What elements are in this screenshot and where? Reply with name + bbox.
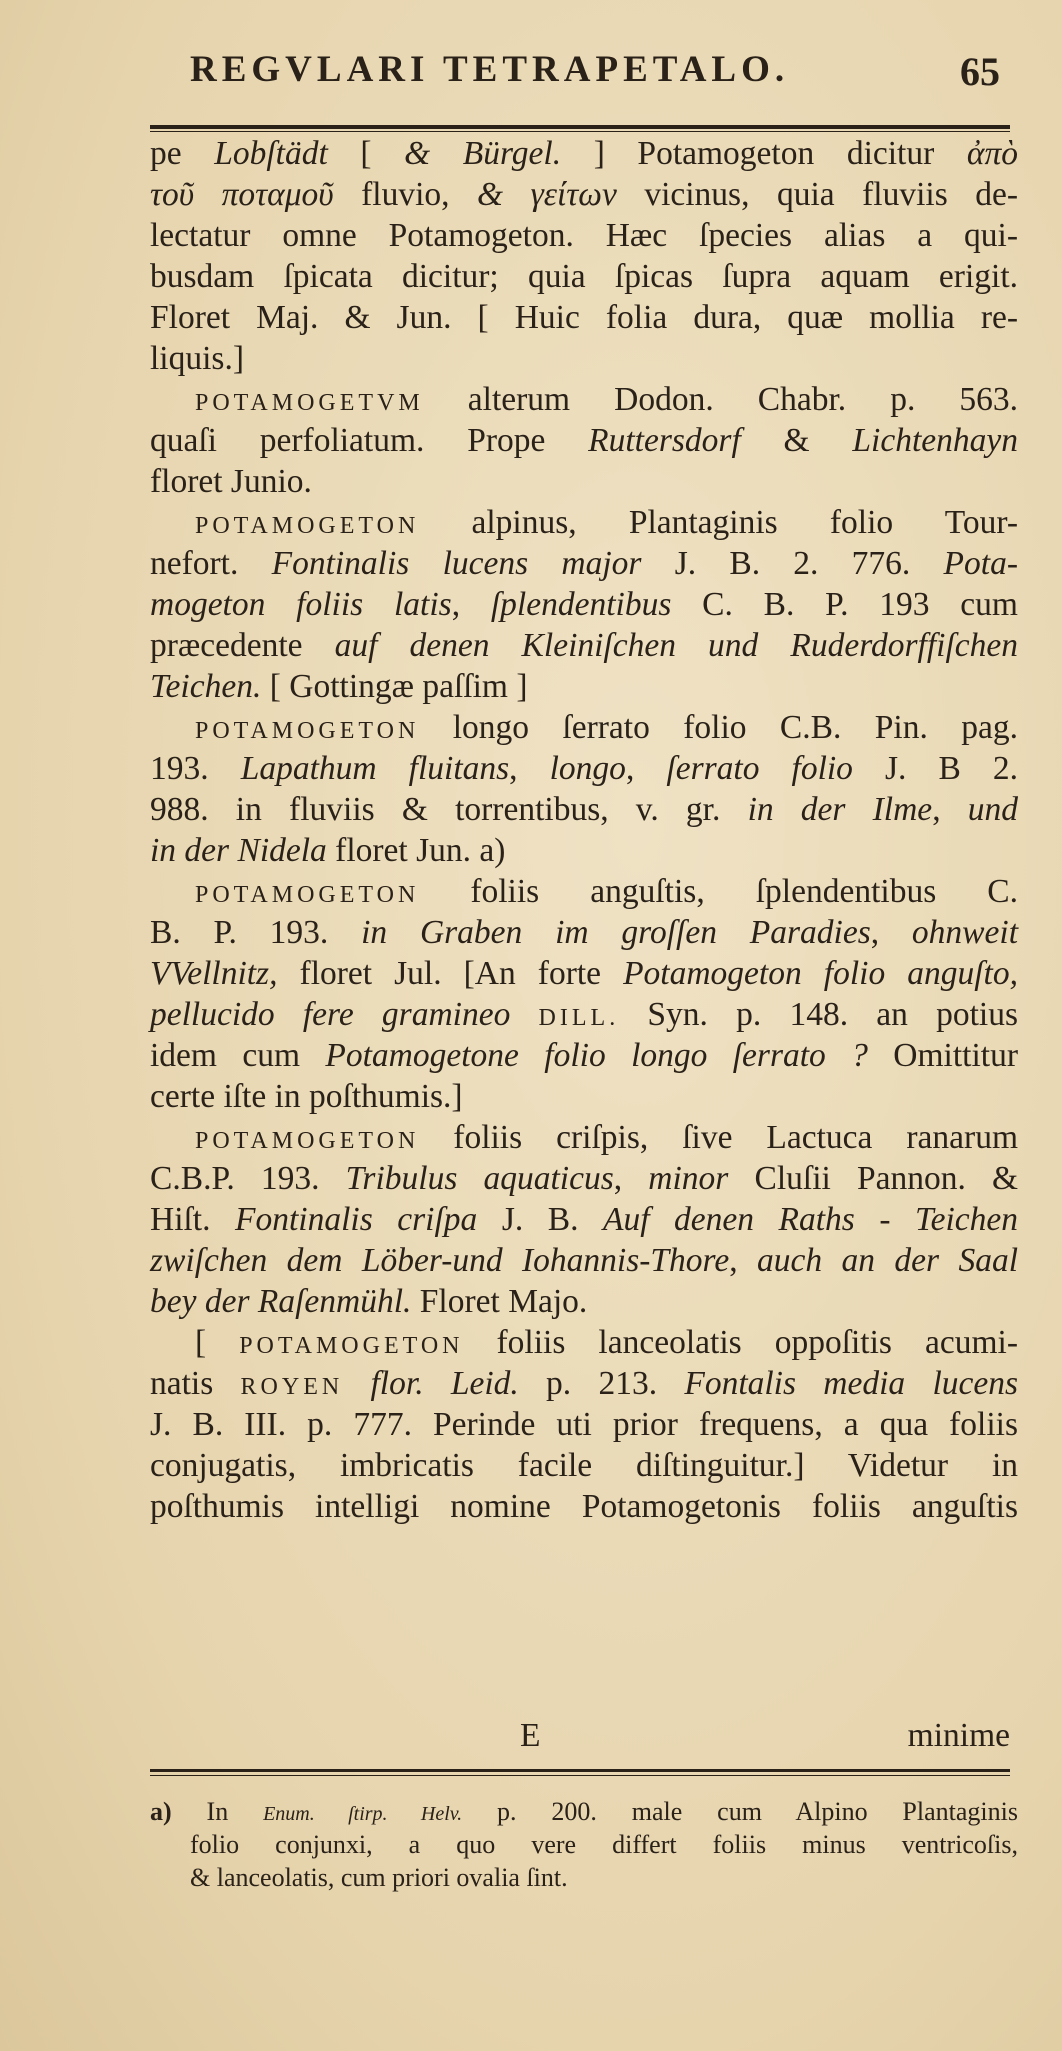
text-segment: alpinus, Plantaginis folio Tour- (419, 504, 1018, 541)
text-segment: , (451, 586, 491, 623)
small-caps-term: POTAMOGETON (195, 513, 420, 539)
small-caps-term: POTAMOGETON (195, 1128, 420, 1154)
text-line (150, 338, 1018, 379)
text-line (150, 1322, 1018, 1363)
text-segment: 193. (150, 750, 241, 787)
text-line (150, 1363, 1018, 1404)
footnote-line (150, 1828, 1018, 1861)
italic-text: minor (648, 1160, 729, 1197)
italic-text: und (967, 791, 1018, 828)
text-line (150, 1281, 1018, 1322)
footnote-line (150, 1795, 1018, 1828)
footnote-text: & lanceolatis, cum priori ovalia ſint. (190, 1863, 568, 1892)
text-segment: , (613, 1160, 649, 1197)
text-line (150, 953, 1018, 994)
text-segment: pe (150, 135, 215, 172)
italic-text: & (404, 135, 431, 172)
small-caps-term: POTAMOGETON (239, 1333, 464, 1359)
text-segment: foliis anguſtis, ſplendentibus C. (419, 873, 1018, 910)
italic-text: in Graben im groſſen Paradies (361, 914, 871, 951)
text-line (150, 748, 1018, 789)
main-text (150, 133, 1018, 1527)
text-line (150, 543, 1018, 584)
text-line (150, 789, 1018, 830)
text-line (150, 174, 1018, 215)
italic-text: Potamogeton folio anguſto, (623, 955, 1018, 992)
footnote (150, 1795, 1018, 1894)
italic-text: Ruttersdorf (588, 422, 741, 459)
running-title: REGVLARI TETRAPETALO. (190, 49, 790, 90)
text-segment: J. B 2. (852, 750, 1019, 787)
text-segment: Omittitur (867, 1037, 1018, 1074)
text-segment: fluvio, (333, 176, 478, 213)
text-segment: alterum Dodon. Chabr. p. 563. (423, 381, 1018, 418)
signature-line (150, 1717, 1018, 1758)
text-segment: lectatur omne Potamogeton. Hæc ſpecies alias a qui- (150, 217, 1018, 254)
text-segment (430, 135, 463, 172)
text-line (150, 256, 1018, 297)
text-segment: p. 213. (518, 1365, 685, 1402)
italic-text: Auf denen Raths - Teichen (602, 1201, 1018, 1238)
italic-text: ἀπὸ (966, 135, 1018, 172)
text-segment (503, 176, 531, 213)
text-segment: J. B. 2. 776. (641, 545, 944, 582)
text-segment (343, 1365, 370, 1402)
italic-text: Potamogetone folio longo ſerrato ? (325, 1037, 868, 1074)
footnote-label: a) (150, 1797, 207, 1826)
text-line (150, 830, 1018, 871)
italic-text: VVellnitz, (150, 955, 278, 992)
italic-text: auf denen Kleiniſchen und Ruderdorffiſchen (334, 627, 1018, 664)
text-line (150, 584, 1018, 625)
text-segment: 988. in fluviis & torrentibus, v. gr. (150, 791, 748, 828)
text-segment: Floret Majo. (411, 1283, 588, 1320)
text-segment: [ (327, 135, 405, 172)
italic-text: Bürgel. (462, 135, 562, 172)
text-segment: [ (195, 1324, 240, 1361)
text-line (150, 625, 1018, 666)
footnote-line (150, 1861, 1018, 1894)
signature-mark: E (520, 1717, 541, 1754)
text-line (150, 133, 1018, 174)
italic-text: ſerrato folio (666, 750, 853, 787)
italic-text: mogeton foliis latis (150, 586, 452, 623)
text-line (150, 912, 1018, 953)
italic-text: Lapathum fluitans (240, 750, 510, 787)
text-segment: Cluſii Pannon. & (728, 1160, 1019, 1197)
text-segment: foliis lanceolatis oppoſitis acumi- (463, 1324, 1018, 1361)
footnote-text: folio conjunxi, a quo vere differt foliis minus ventricoſis, (190, 1830, 1018, 1859)
text-segment: floret Jul. [An forte (277, 955, 624, 992)
italic-text: Fontinalis lucens major (271, 545, 642, 582)
text-segment: , (509, 750, 550, 787)
footnote-rule (150, 1769, 1010, 1772)
footnote-rule-thin (150, 1775, 1010, 1776)
italic-text: τοῦ ποταμοῦ (150, 176, 334, 213)
catchword: minime (907, 1717, 1010, 1754)
text-line (150, 1035, 1018, 1076)
italic-text: ohnweit (911, 914, 1018, 951)
text-segment: vicinus, quia fluviis de- (616, 176, 1018, 213)
text-line (150, 297, 1018, 338)
italic-text: flor. Leid. (370, 1365, 519, 1402)
italic-text: pellucido fere gramineo (150, 996, 511, 1033)
text-segment: poſthumis intelligi nomine Potamogetonis foliis anguſtis (150, 1488, 1018, 1525)
italic-text: Lobſtädt (214, 135, 328, 172)
text-segment: Hiſt. (150, 1201, 236, 1238)
italic-text: auch an der Saal (756, 1242, 1018, 1279)
text-segment: J. B. III. p. 777. Perinde uti prior frequens, a qua foliis (150, 1406, 1018, 1443)
text-segment: , (870, 914, 912, 951)
footnote-text: In (206, 1797, 264, 1826)
text-line (150, 1486, 1018, 1527)
header-rule (150, 125, 1010, 129)
text-segment: natis (150, 1365, 241, 1402)
text-line (150, 707, 1018, 748)
text-segment: foliis criſpis, ſive Lactuca ranarum (419, 1119, 1018, 1156)
text-segment: Floret Maj. & Jun. [ Huic folia dura, quæ mollia re- (150, 299, 1018, 336)
text-segment: idem cum (150, 1037, 326, 1074)
text-segment: C.B.P. 193. (150, 1160, 346, 1197)
text-line (150, 215, 1018, 256)
text-line (150, 1445, 1018, 1486)
text-segment: liquis.] (150, 340, 244, 377)
small-caps-term: POTAMOGETVM (195, 390, 424, 416)
text-segment (510, 996, 538, 1033)
footnote-citation: Enum. ſtirp. Helv. (263, 1803, 463, 1825)
header-rule-thin (150, 131, 1010, 132)
small-caps-term: POTAMOGETON (195, 882, 420, 908)
text-segment: , (932, 791, 968, 828)
text-segment: C. B. P. 193 cum (671, 586, 1018, 623)
small-caps-term: POTAMOGETON (195, 718, 420, 744)
text-segment: quaſi perfoliatum. Prope (150, 422, 589, 459)
text-segment: , (625, 750, 667, 787)
text-line (150, 871, 1018, 912)
text-segment: floret Jun. a) (326, 832, 506, 869)
text-segment: præcedente (150, 627, 335, 664)
text-line (150, 1158, 1018, 1199)
text-segment: & (740, 422, 853, 459)
text-line (150, 1076, 1018, 1117)
small-caps-term: DILL. (538, 1005, 620, 1031)
text-line (150, 1240, 1018, 1281)
italic-text: Pota- (943, 545, 1018, 582)
italic-text: zwiſchen dem Löber-und Iohannis-Thore (150, 1242, 730, 1279)
footnote-text: p. 200. male cum Alpino Plantaginis (462, 1797, 1018, 1826)
text-line (150, 1404, 1018, 1445)
italic-text: bey der Raſenmühl. (150, 1283, 412, 1320)
text-segment: J. B. (477, 1201, 603, 1238)
text-segment: Syn. p. 148. an potius (619, 996, 1019, 1033)
italic-text: Fontalis media lucens (684, 1365, 1019, 1402)
italic-text: γείτων (530, 176, 617, 213)
text-segment: longo ſerrato folio C.B. Pin. pag. (419, 709, 1018, 746)
text-segment: B. P. 193. (150, 914, 362, 951)
text-segment: certe iſte in poſthumis.] (150, 1078, 463, 1115)
text-line (150, 666, 1018, 707)
italic-text: Tribulus aquaticus (345, 1160, 614, 1197)
small-caps-term: ROYEN (240, 1374, 344, 1400)
text-segment: , (729, 1242, 757, 1279)
italic-text: & (477, 176, 504, 213)
italic-text: in der Ilme (747, 791, 933, 828)
italic-text: Teichen. (150, 668, 262, 705)
italic-text: longo (549, 750, 626, 787)
text-line (150, 1199, 1018, 1240)
page-number: 65 (960, 49, 1000, 94)
italic-text: ſplendentibus (490, 586, 672, 623)
text-segment: floret Junio. (150, 463, 312, 500)
running-head (150, 48, 1020, 108)
italic-text: Fontinalis criſpa (235, 1201, 478, 1238)
italic-text: Nidela (237, 832, 327, 869)
text-line (150, 994, 1018, 1035)
text-segment: [ Gottingæ paſſim ] (261, 668, 528, 705)
text-segment: conjugatis, imbricatis facile diſtinguitur.] Videtur in (150, 1447, 1018, 1484)
text-segment: busdam ſpicata dicitur; quia ſpicas ſupra aquam erigit. (150, 258, 1018, 295)
italic-text: Lichtenhayn (852, 422, 1018, 459)
text-line (150, 461, 1018, 502)
italic-text: in der (150, 832, 230, 869)
text-line (150, 502, 1018, 543)
text-segment: ] Potamogeton dicitur (561, 135, 967, 172)
text-line (150, 379, 1018, 420)
text-line (150, 420, 1018, 461)
text-line (150, 1117, 1018, 1158)
text-segment: nefort. (150, 545, 272, 582)
